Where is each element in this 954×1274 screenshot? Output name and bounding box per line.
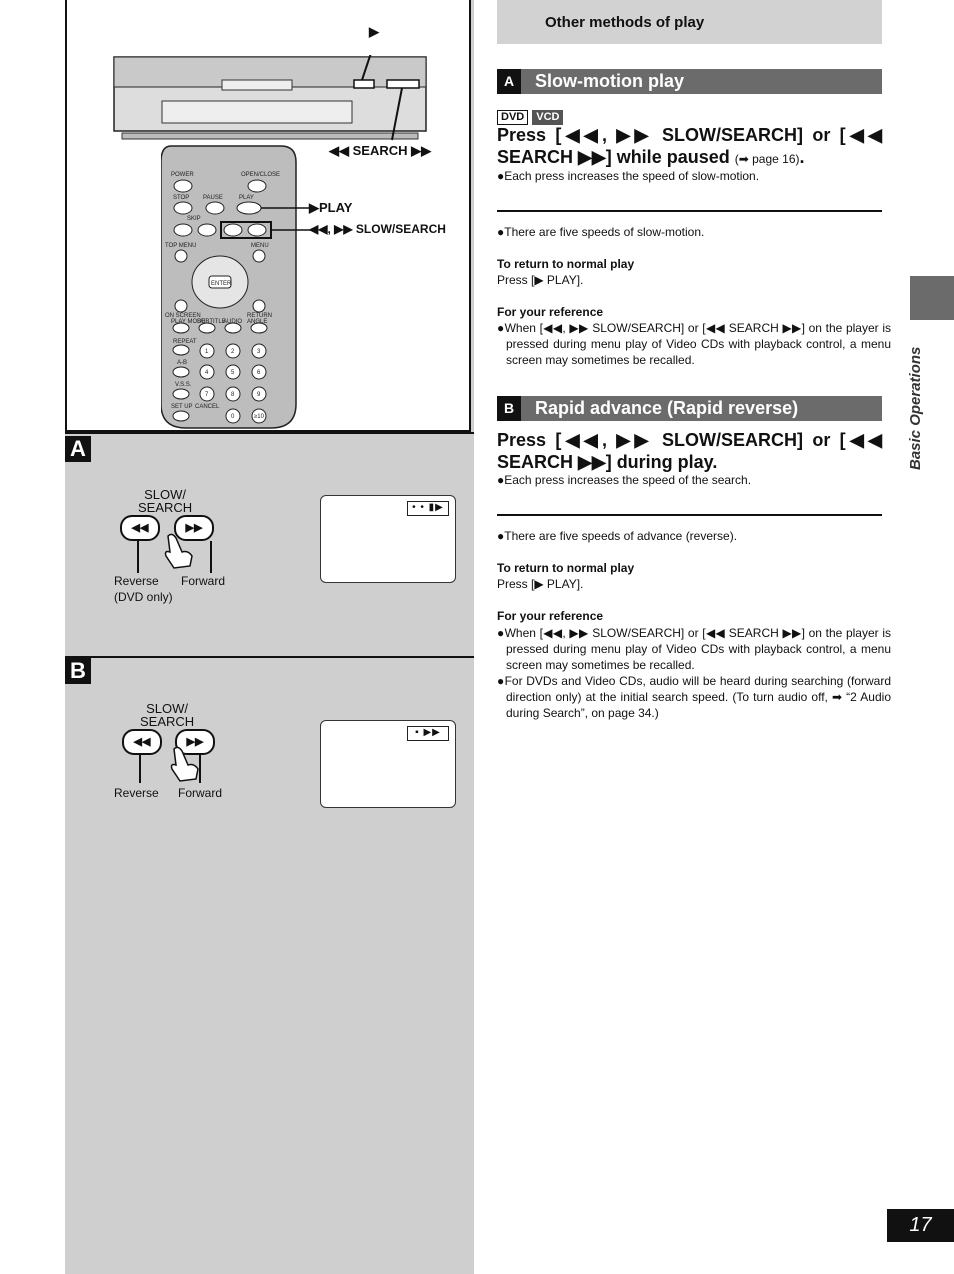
svg-text:POWER: POWER <box>171 172 194 178</box>
page-number: 17 <box>887 1209 954 1242</box>
section-b-heading <box>497 396 882 421</box>
section-a-note-1: ●Each press increases the speed of slow-motion. <box>497 169 760 183</box>
svg-text:ON SCREEN: ON SCREEN <box>165 313 201 319</box>
search-osd: ▪ ▶▶ <box>407 726 449 741</box>
svg-text:REPEAT: REPEAT <box>173 339 197 345</box>
section-a-instruction: Press [◀◀, ▶▶ SLOW/SEARCH] or [◀◀ SEARCH ▶▶] while paused (➡ page 16). <box>497 125 882 167</box>
forward-leader-a <box>210 541 212 573</box>
svg-text:A-B: A-B <box>177 360 188 366</box>
reverse-leader-a <box>137 541 139 573</box>
section-b-ref-1: ●When [◀◀, ▶▶ SLOW/SEARCH] or [◀◀ SEARCH ▶▶] on the player is pressed during menu play of Video CDs with playback control, a menu screen may sometimes be recalled. <box>497 626 891 672</box>
svg-text:STOP: STOP <box>173 195 190 201</box>
play-callout: ▶PLAY <box>309 200 353 215</box>
reverse-label-a: Reverse <box>114 574 159 588</box>
section-b-instruction: Press [◀◀, ▶▶ SLOW/SEARCH] or [◀◀ SEARCH ▶▶] during play. <box>497 430 882 472</box>
svg-text:RETURN: RETURN <box>247 313 272 319</box>
section-b-note-2: ●There are five speeds of advance (reverse). <box>497 529 738 543</box>
slow-motion-osd: • • ▮▶ <box>407 501 449 516</box>
side-tab <box>910 276 954 320</box>
section-b-ref-2: ●For DVDs and Video CDs, audio will be heard during searching (forward direction only) at the initial search speed. (To turn audio off, ➡ “2 Audio during Search”, on page 34.) <box>497 674 891 720</box>
svg-text:4: 4 <box>205 370 209 376</box>
svg-text:1: 1 <box>205 349 209 355</box>
section-a-ref-1: ●When [◀◀, ▶▶ SLOW/SEARCH] or [◀◀ SEARCH ▶▶] on the player is pressed during menu play of Video CDs with playback control, a menu screen may sometimes be recalled. <box>497 321 891 367</box>
remote-control-drawing <box>161 144 311 430</box>
section-b-note-1: ●Each press increases the speed of the search. <box>497 473 752 487</box>
section-a-rule <box>65 432 474 434</box>
section-a-heading-letter: A <box>497 69 521 94</box>
slow-search-label-a: SLOW/ SEARCH <box>138 487 193 515</box>
svg-text:PAUSE: PAUSE <box>203 195 223 201</box>
player-remote-figure <box>65 0 471 432</box>
slow-search-callout: ◀◀, ▶▶ SLOW/SEARCH <box>309 222 446 236</box>
svg-text:AUDIO: AUDIO <box>223 319 243 325</box>
slow-search-label-b: SLOW/ SEARCH <box>140 701 195 729</box>
section-b-heading-letter: B <box>497 396 521 421</box>
svg-text:SET UP: SET UP <box>171 404 193 410</box>
forward-button-b: ▶▶ <box>175 729 215 755</box>
reverse-leader-b <box>139 755 141 783</box>
svg-text:ENTER: ENTER <box>211 281 232 287</box>
tv-screen-b <box>320 720 456 808</box>
reverse-note-a: (DVD only) <box>114 590 173 604</box>
svg-text:2: 2 <box>231 349 235 355</box>
svg-text:5: 5 <box>231 370 235 376</box>
section-a-heading <box>497 69 882 94</box>
play-symbol-callout: ▶ <box>369 24 379 39</box>
section-b-return-heading: To return to normal play <box>497 561 635 575</box>
section-b-title: Rapid advance (Rapid reverse) <box>535 398 799 418</box>
dvd-tag: DVD <box>497 110 528 125</box>
side-section-label: Basic Operations <box>907 346 924 470</box>
svg-text:SUBTITLE: SUBTITLE <box>197 319 226 325</box>
search-callout: ◀◀ SEARCH ▶▶ <box>329 143 432 158</box>
svg-text:8: 8 <box>231 392 235 398</box>
tv-screen-a <box>320 495 456 583</box>
forward-button-a: ▶▶ <box>174 515 214 541</box>
reverse-button-a: ◀◀ <box>120 515 160 541</box>
section-b-rule <box>65 656 474 658</box>
dvd-player-drawing <box>112 55 432 145</box>
finger-icon-b <box>168 745 202 783</box>
svg-text:TOP MENU: TOP MENU <box>165 243 197 249</box>
svg-text:CANCEL: CANCEL <box>195 404 220 410</box>
section-b-divider <box>497 514 882 516</box>
vcd-tag: VCD <box>532 110 563 125</box>
svg-text:≥10: ≥10 <box>254 414 264 420</box>
section-a-letter: A <box>65 436 91 462</box>
section-b-ref-heading: For your reference <box>497 609 604 623</box>
section-a-return-heading: To return to normal play <box>497 257 635 271</box>
section-a-note-2: ●There are five speeds of slow-motion. <box>497 225 705 239</box>
section-a-ref-heading: For your reference <box>497 305 604 319</box>
svg-text:ANGLE: ANGLE <box>247 319 268 325</box>
svg-text:PLAY: PLAY <box>239 195 254 201</box>
svg-text:OPEN/CLOSE: OPEN/CLOSE <box>241 172 281 178</box>
svg-text:6: 6 <box>257 370 261 376</box>
svg-text:3: 3 <box>257 349 261 355</box>
section-b-letter: B <box>65 658 91 684</box>
svg-text:PLAY MODE: PLAY MODE <box>171 319 206 325</box>
page-title: Other methods of play <box>545 14 705 31</box>
svg-text:7: 7 <box>205 392 209 398</box>
disc-tags <box>497 107 567 125</box>
svg-text:SKIP: SKIP <box>187 216 201 222</box>
finger-icon <box>162 532 196 570</box>
section-b-return-text: Press [▶ PLAY]. <box>497 577 584 591</box>
reverse-label-b: Reverse <box>114 786 159 800</box>
section-a-return-text: Press [▶ PLAY]. <box>497 273 584 287</box>
section-a-divider <box>497 210 882 212</box>
svg-text:9: 9 <box>257 392 261 398</box>
svg-text:0: 0 <box>231 414 235 420</box>
forward-label-a: Forward <box>181 574 226 588</box>
forward-label-b: Forward <box>178 786 223 800</box>
reverse-button-b: ◀◀ <box>122 729 162 755</box>
svg-text:MENU: MENU <box>251 243 269 249</box>
section-a-title: Slow-motion play <box>535 71 685 91</box>
page-reference: (➡ page 16) <box>734 152 800 166</box>
svg-text:V.S.S.: V.S.S. <box>175 382 192 388</box>
